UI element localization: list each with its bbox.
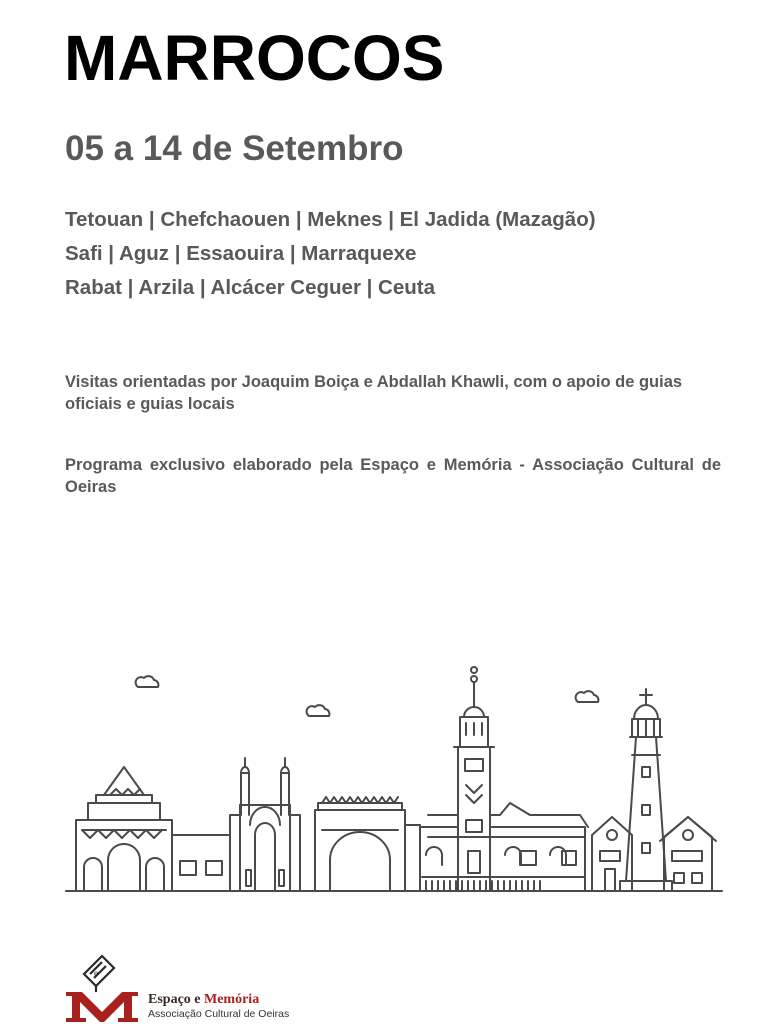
- logo-name: [148, 992, 259, 1008]
- logo-subtitle: Associação Cultural de Oeiras: [148, 1008, 290, 1020]
- svg-text:e: e: [94, 968, 98, 978]
- city-line: Rabat | Arzila | Alcácer Ceguer | Ceuta: [65, 276, 436, 299]
- logo-name-part2: Memória: [204, 992, 260, 1007]
- guides-paragraph: Visitas orientadas por Joaquim Boiça e Abdallah Khawli, com o apoio de guias oficiais e guias locais: [65, 373, 683, 413]
- trip-dates: 05 a 14 de Setembro: [65, 129, 404, 168]
- program-paragraph: Programa exclusivo elaborado pela Espaço e Memória - Associação Cultural de Oeiras: [65, 456, 721, 496]
- city-line: Safi | Aguz | Essaouira | Marraquexe: [65, 242, 417, 265]
- city-line: Tetouan | Chefchaouen | Meknes | El Jadida (Mazagão): [65, 208, 596, 231]
- skyline-icon: [60, 655, 725, 895]
- page-title: MARROCOS: [64, 22, 445, 94]
- city-list: [65, 203, 596, 305]
- logo-name-part1: Espaço e: [148, 992, 201, 1007]
- association-logo-icon: [64, 954, 140, 1024]
